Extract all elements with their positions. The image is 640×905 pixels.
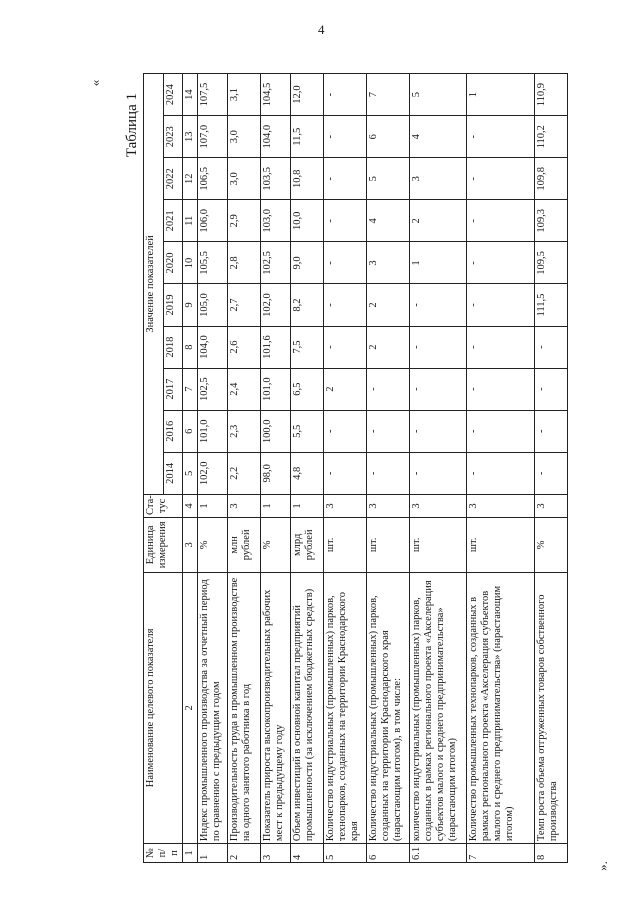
column-number: 14: [183, 74, 198, 116]
page-number: 4: [318, 22, 325, 37]
value-cell: -: [324, 242, 367, 284]
column-number: 13: [183, 116, 198, 158]
value-cell: -: [324, 284, 367, 326]
value-cell: 101,0: [261, 368, 291, 410]
value-cell: 4: [410, 116, 467, 158]
unit-cell: шт.: [324, 518, 367, 573]
value-cell: -: [410, 410, 467, 452]
column-number: 7: [183, 368, 198, 410]
value-cell: -: [467, 284, 535, 326]
value-cell: 103,5: [261, 158, 291, 200]
table-row: [198, 74, 228, 863]
unit-cell: %: [261, 518, 291, 573]
value-cell: -: [535, 410, 568, 452]
row-number: 4: [291, 844, 324, 863]
value-cell: 110,2: [535, 116, 568, 158]
value-cell: 3,0: [228, 116, 261, 158]
value-cell: 2,7: [228, 284, 261, 326]
value-cell: 105,5: [198, 242, 228, 284]
value-cell: 109,8: [535, 158, 568, 200]
value-cell: 3,1: [228, 74, 261, 116]
value-cell: 10,0: [291, 200, 324, 242]
value-cell: -: [467, 410, 535, 452]
row-number: 2: [228, 844, 261, 863]
value-cell: 1: [410, 242, 467, 284]
indicators-table: [143, 73, 568, 863]
row-number: 7: [467, 844, 535, 863]
unit-cell: %: [535, 518, 568, 573]
value-cell: 102,0: [198, 452, 228, 494]
value-cell: 11,5: [291, 116, 324, 158]
status-cell: 3: [467, 494, 535, 517]
value-cell: 3: [410, 158, 467, 200]
indicator-name: количество индустриальных (промышленных) парков, созданных в рамках регионального проекта «Акселерация субъектов малого и среднего предпринимательства» (нарастающим итогом): [410, 572, 467, 843]
row-number: 6: [367, 844, 410, 863]
value-cell: 4,8: [291, 452, 324, 494]
year-header: 2020: [163, 242, 183, 284]
value-cell: -: [467, 368, 535, 410]
value-cell: 4: [367, 200, 410, 242]
value-cell: -: [467, 158, 535, 200]
value-cell: 105,0: [198, 284, 228, 326]
value-cell: 106,0: [198, 200, 228, 242]
status-cell: 3: [410, 494, 467, 517]
value-cell: -: [535, 326, 568, 368]
table-row: [324, 74, 367, 863]
column-number: 2: [183, 572, 198, 843]
row-number: 6.1: [410, 844, 467, 863]
header-status: Ста-тус: [144, 494, 183, 517]
value-cell: 102,5: [261, 242, 291, 284]
value-cell: 2: [367, 326, 410, 368]
value-cell: 1: [467, 74, 535, 116]
value-cell: -: [535, 368, 568, 410]
value-cell: 104,0: [198, 326, 228, 368]
value-cell: 2,8: [228, 242, 261, 284]
column-number: 4: [183, 494, 198, 517]
year-header: 2023: [163, 116, 183, 158]
value-cell: 2,2: [228, 452, 261, 494]
value-cell: 98,0: [261, 452, 291, 494]
value-cell: 3,0: [228, 158, 261, 200]
year-header: 2016: [163, 410, 183, 452]
value-cell: -: [410, 326, 467, 368]
value-cell: 12,0: [291, 74, 324, 116]
value-cell: 7,5: [291, 326, 324, 368]
year-header: 2014: [163, 452, 183, 494]
value-cell: 5,5: [291, 410, 324, 452]
column-number: 1: [183, 844, 198, 863]
value-cell: 110,9: [535, 74, 568, 116]
row-number: 3: [261, 844, 291, 863]
indicator-name: Количество промышленных технопарков, созданных в рамках регионального проекта «Акселерация субъектов малого и среднего предпринимательства» (нарастающим итогом): [467, 572, 535, 843]
indicator-name: Количество индустриальных (промышленных) парков, технопарков, созданных на территории Краснодарского края: [324, 572, 367, 843]
header-values: Значение показателей: [144, 74, 164, 495]
year-header: 2018: [163, 326, 183, 368]
value-cell: 104,0: [261, 116, 291, 158]
table-row: [261, 74, 291, 863]
indicator-name: Производительность труда в промышленном производстве на одного занятого работника в год: [228, 572, 261, 843]
column-number: 10: [183, 242, 198, 284]
value-cell: 109,5: [535, 242, 568, 284]
status-cell: 1: [198, 494, 228, 517]
table-row: [367, 74, 410, 863]
header-name: Наименование целевого показателя: [144, 572, 183, 843]
year-header: 2024: [163, 74, 183, 116]
value-cell: -: [410, 368, 467, 410]
value-cell: -: [410, 452, 467, 494]
value-cell: 107,0: [198, 116, 228, 158]
value-cell: 5: [367, 158, 410, 200]
unit-cell: шт.: [467, 518, 535, 573]
value-cell: -: [324, 116, 367, 158]
column-number: 12: [183, 158, 198, 200]
value-cell: 5: [410, 74, 467, 116]
value-cell: -: [367, 368, 410, 410]
indicator-name: Показатель прироста высокопроизводительных рабочих мест к предыдущему году: [261, 572, 291, 843]
value-cell: -: [467, 452, 535, 494]
value-cell: -: [535, 452, 568, 494]
value-cell: 7: [367, 74, 410, 116]
value-cell: 6: [367, 116, 410, 158]
value-cell: 2: [324, 368, 367, 410]
value-cell: 2: [410, 200, 467, 242]
header-unit: Единица измерения: [144, 518, 183, 573]
value-cell: 9,0: [291, 242, 324, 284]
year-header: 2017: [163, 368, 183, 410]
value-cell: 111,5: [535, 284, 568, 326]
value-cell: 2: [367, 284, 410, 326]
row-number: 1: [198, 844, 228, 863]
table-row: [535, 74, 568, 863]
header-num: № п/п: [144, 844, 183, 863]
indicator-name: Объем инвестиций в основной капитал предприятий промышленности (за исключением бюджетных средств): [291, 572, 324, 843]
value-cell: 104,5: [261, 74, 291, 116]
value-cell: -: [324, 326, 367, 368]
value-cell: 106,5: [198, 158, 228, 200]
value-cell: 8,2: [291, 284, 324, 326]
column-number: 5: [183, 452, 198, 494]
table-row: [410, 74, 467, 863]
table-row: [291, 74, 324, 863]
value-cell: 10,8: [291, 158, 324, 200]
status-cell: 1: [261, 494, 291, 517]
value-cell: 2,3: [228, 410, 261, 452]
closing-quote-mark: ».: [594, 861, 610, 871]
status-cell: 3: [228, 494, 261, 517]
value-cell: 103,0: [261, 200, 291, 242]
value-cell: 101,6: [261, 326, 291, 368]
value-cell: -: [467, 200, 535, 242]
year-header: 2022: [163, 158, 183, 200]
status-cell: 3: [367, 494, 410, 517]
table-row: [228, 74, 261, 863]
table-body: [198, 74, 568, 863]
unit-cell: шт.: [410, 518, 467, 573]
value-cell: -: [410, 284, 467, 326]
status-cell: 3: [324, 494, 367, 517]
column-number: 6: [183, 410, 198, 452]
indicator-name: Темп роста объема отгруженных товаров собственного производства: [535, 572, 568, 843]
indicator-name: Количество индустриальных (промышленных) парков, созданных на территории Краснодарского края (нарастающим итогом), в том числе:: [367, 572, 410, 843]
column-number: 3: [183, 518, 198, 573]
value-cell: -: [467, 116, 535, 158]
unit-cell: %: [198, 518, 228, 573]
value-cell: 2,9: [228, 200, 261, 242]
indicator-name: Индекс промышленного производства за отчетный период по сравнению с предыдущим годом: [198, 572, 228, 843]
value-cell: -: [467, 326, 535, 368]
value-cell: 2,4: [228, 368, 261, 410]
value-cell: -: [324, 200, 367, 242]
value-cell: 102,0: [261, 284, 291, 326]
unit-cell: млн рублей: [228, 518, 261, 573]
value-cell: 107,5: [198, 74, 228, 116]
year-header: 2019: [163, 284, 183, 326]
value-cell: 102,5: [198, 368, 228, 410]
column-number: 9: [183, 284, 198, 326]
unit-cell: шт.: [367, 518, 410, 573]
row-number: 5: [324, 844, 367, 863]
status-cell: 1: [291, 494, 324, 517]
unit-cell: млрд рублей: [291, 518, 324, 573]
opening-quote-mark: «: [87, 79, 103, 87]
value-cell: -: [367, 452, 410, 494]
value-cell: -: [324, 74, 367, 116]
value-cell: 6,5: [291, 368, 324, 410]
value-cell: -: [367, 410, 410, 452]
value-cell: 109,3: [535, 200, 568, 242]
value-cell: 101,0: [198, 410, 228, 452]
value-cell: -: [324, 452, 367, 494]
row-number: 8: [535, 844, 568, 863]
table-row: [467, 74, 535, 863]
value-cell: 100,0: [261, 410, 291, 452]
year-header: 2021: [163, 200, 183, 242]
rotated-table-container: [121, 73, 611, 863]
value-cell: -: [324, 158, 367, 200]
value-cell: -: [467, 242, 535, 284]
table-caption: Таблица 1: [124, 93, 140, 158]
value-cell: 2,6: [228, 326, 261, 368]
value-cell: 3: [367, 242, 410, 284]
column-number: 8: [183, 326, 198, 368]
status-cell: 3: [535, 494, 568, 517]
column-number-row: [183, 74, 198, 863]
value-cell: -: [324, 410, 367, 452]
column-number: 11: [183, 200, 198, 242]
